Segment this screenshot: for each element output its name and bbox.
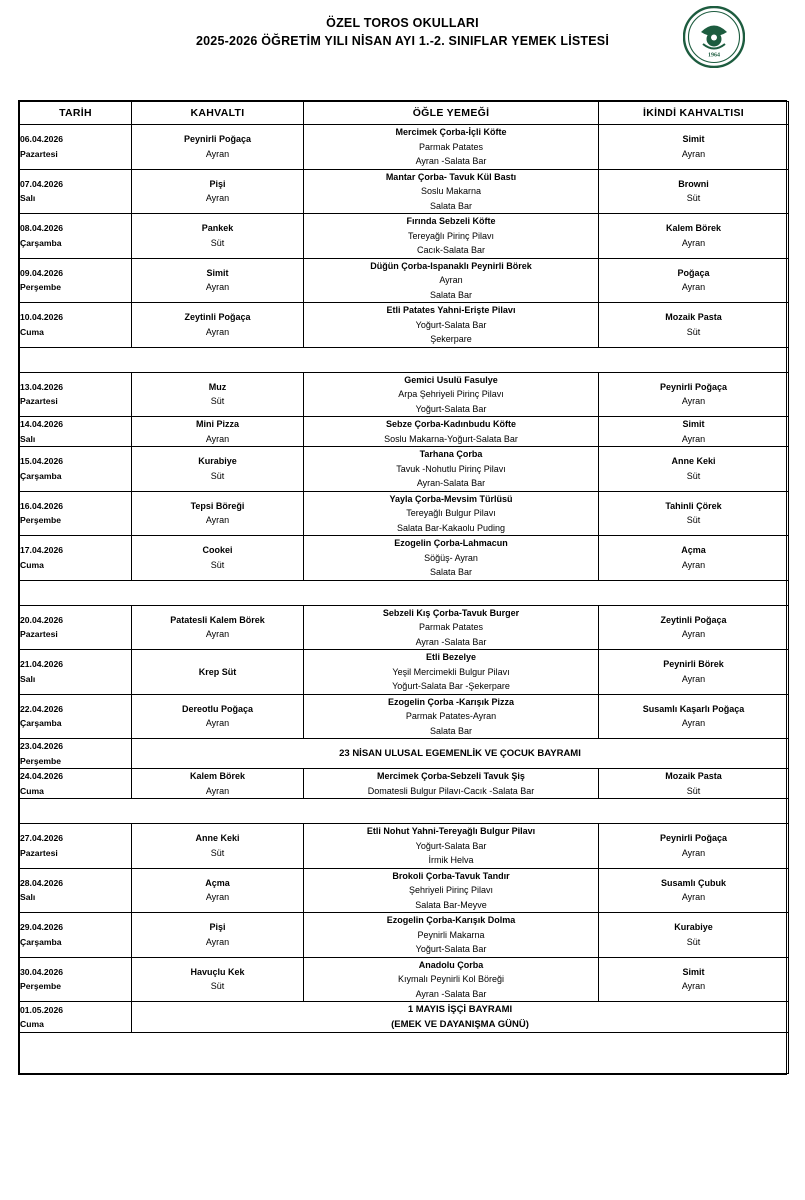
date-line: 29.04.2026 [20,922,64,933]
date-line: 07.04.2026 [20,178,64,189]
cell-lunch [304,125,599,170]
date-line: Perşembe [20,282,62,293]
cell-breakfast [132,824,304,869]
table-spacer-row [20,799,789,824]
menu-item: Etli Patates Yahni-Erişte Pilavı [386,305,516,315]
date-line: Pazartesi [20,847,58,858]
column-header-snack: İKİNDİ KAHVALTISI [599,102,789,125]
menu-item: Şehriyeli Pirinç Pilavı [408,885,494,895]
cell-snack [599,169,789,214]
date-line: 13.04.2026 [20,381,64,392]
menu-item: Dereotlu Poğaça [181,703,254,714]
menu-item: Etli Bezelye [425,652,477,662]
table-row [20,536,789,581]
menu-item: Ayran-Salata Bar [416,478,486,488]
cell-breakfast [132,258,304,303]
menu-item: Muz [208,381,227,392]
menu-item: Süt [686,515,701,526]
menu-item: Anne Keki [195,833,240,844]
menu-item: Simit [682,966,705,977]
cell-snack [599,303,789,348]
menu-item: Zeytinli Poğaça [660,614,727,625]
menu-table-container [18,100,787,1075]
menu-item: Mozaik Pasta [665,312,722,323]
menu-item: Havuçlu Kek [190,966,245,977]
date-line: Cuma [20,559,44,570]
cell-lunch [304,258,599,303]
menu-item: Peynirli Börek [663,659,724,670]
menu-item: Yeşil Mercimekli Bulgur Pilavı [392,666,510,677]
menu-item: Tereyağlı Bulgur Pilavı [406,508,496,518]
menu-item: Ayran [205,282,230,293]
menu-item: Ayran [205,433,230,444]
menu-item: Domatesli Bulgur Pilavı-Cacık -Salata Bar [367,785,535,796]
cell-snack [599,650,789,695]
menu-item: Süt [210,847,225,858]
cell-lunch [304,824,599,869]
menu-item: Ayran [681,718,706,729]
menu-item: Salata Bar [429,200,473,211]
menu-item: Gemici Usulü Fasulye [404,374,498,385]
menu-item: Salata Bar-Meyve [415,899,487,910]
menu-item: Süt [686,470,701,481]
tail-cell [20,1033,789,1074]
menu-item: Simit [206,267,229,278]
date-line: 09.04.2026 [20,267,64,278]
date-line: Salı [20,673,36,684]
menu-item: Salata Bar [429,567,473,577]
menu-item: Süt [686,936,701,947]
cell-date [20,258,132,303]
date-line: Cuma [20,785,44,796]
menu-item: Ezogelin Çorba-Karışık Dolma [386,915,516,925]
menu-item: Peynirli Poğaça [659,833,728,844]
menu-item: Ezogelin Çorba-Lahmacun [394,538,508,548]
date-line: 17.04.2026 [20,545,64,556]
date-line: Salı [20,892,36,903]
menu-table [19,101,789,1074]
menu-item: Susamlı Çubuk [660,877,726,888]
table-row [20,913,789,958]
cell-snack [599,491,789,536]
table-row [20,125,789,170]
menu-item: Peynirli Poğaça [659,381,728,392]
menu-item: Mercimek Çorba-İçli Köfte [395,127,507,137]
menu-item: Ayran [681,433,706,444]
menu-item: Yoğurt-Salata Bar [415,840,487,851]
menu-item: Ayran [205,785,230,796]
menu-item: Poğaça [677,267,710,278]
date-line: Çarşamba [20,936,62,947]
cell-snack [599,417,789,447]
menu-item: Pişi [209,178,226,189]
menu-item: Süt [210,237,225,248]
cell-lunch [304,417,599,447]
cell-snack [599,536,789,581]
school-name: ÖZEL TOROS OKULLARI [326,16,479,30]
menu-item: Anadolu Çorba [418,959,484,970]
menu-item: Patatesli Kalem Börek [170,614,265,625]
menu-item: Susamlı Kaşarlı Poğaça [642,703,745,714]
cell-breakfast [132,650,304,695]
column-header-lunch: ÖĞLE YEMEĞİ [304,102,599,125]
menu-item: Pankek [201,223,234,234]
menu-item: Ayran [681,237,706,248]
menu-item: Etli Nohut Yahni-Tereyağlı Bulgur Pilavı [366,826,536,836]
cell-date [20,214,132,259]
cell-date [20,913,132,958]
cell-snack [599,372,789,417]
menu-item: Zeytinli Poğaça [184,312,251,323]
menu-item: Süt [210,981,225,992]
menu-item: Ayran [439,275,463,285]
date-line: Cuma [20,1019,44,1029]
menu-item: Tavuk -Nohutlu Pirinç Pilavı [396,463,506,474]
table-row [20,650,789,695]
table-row [20,491,789,536]
date-line: 22.04.2026 [20,703,64,714]
cell-breakfast [132,417,304,447]
menu-item: Ayran [205,629,230,640]
cell-breakfast [132,491,304,536]
date-line: Çarşamba [20,470,62,481]
spacer-cell [20,799,789,824]
cell-date [20,957,132,1002]
cell-date [20,125,132,170]
menu-item: Kurabiye [198,456,237,467]
table-row [20,605,789,650]
table-row [20,769,789,799]
menu-item: Tarhana Çorba [419,449,483,459]
date-line: 10.04.2026 [20,312,64,323]
table-row [20,824,789,869]
menu-item: Ayran [205,193,230,204]
cell-snack [599,214,789,259]
menu-item: Ayran [681,981,706,992]
menu-item: Şekerpare [430,334,472,344]
menu-item: Tahinli Çörek [665,500,722,511]
table-row [20,739,789,769]
cell-snack [599,258,789,303]
menu-item: Açma [205,877,230,888]
cell-lunch [304,447,599,492]
cell-breakfast [132,536,304,581]
menu-item: Soslu Makarna [420,186,482,196]
menu-item: Ayran [681,282,706,293]
menu-item: Ayran [205,515,230,526]
cell-lunch [304,605,599,650]
menu-item: Süt [686,326,701,337]
cell-breakfast [132,125,304,170]
cell-date [20,868,132,913]
cell-breakfast [132,694,304,739]
menu-item: Ayran [681,847,706,858]
menu-item: Mozaik Pasta [665,771,722,781]
date-line: 23.04.2026 [20,741,64,751]
menu-item: Ayran [681,673,706,684]
table-header-row [20,102,789,125]
cell-breakfast [132,214,304,259]
cell-holiday-notice [132,1002,789,1033]
cell-snack [599,868,789,913]
holiday-line: (EMEK VE DAYANIŞMA GÜNÜ) [391,1019,529,1030]
cell-date [20,650,132,695]
column-header-date: TARİH [20,102,132,125]
table-spacer-row [20,580,789,605]
menu-item: Yoğurt-Salata Bar [415,319,487,330]
cell-breakfast [132,372,304,417]
date-line: 08.04.2026 [20,223,64,234]
table-row [20,372,789,417]
table-row [20,447,789,492]
holiday-line: 1 MAYIS İŞÇİ BAYRAMI [407,1004,513,1015]
menu-item: Parmak Patates-Ayran [405,711,497,721]
date-line: Çarşamba [20,237,62,248]
menu-item: Tereyağlı Pirinç Pilavı [407,230,495,241]
cell-date [20,491,132,536]
date-line: Pazartesi [20,629,58,640]
menu-item: Söğüş- Ayran [424,552,478,563]
cell-date [20,694,132,739]
cell-breakfast [132,447,304,492]
table-tail-row [20,1033,789,1074]
cell-date [20,303,132,348]
menu-item: Krep Süt [198,666,237,677]
menu-item: Ayran [205,892,230,903]
cell-lunch [304,491,599,536]
menu-item: Simit [682,134,705,145]
menu-item: Tepsi Böreği [190,500,245,511]
cell-date [20,417,132,447]
menu-item: Browni [678,178,709,189]
cell-date [20,1002,132,1033]
menu-item: Ayran [681,559,706,570]
menu-item: Ayran [681,629,706,640]
cell-date [20,372,132,417]
cell-snack [599,957,789,1002]
menu-item: Ayran [681,892,706,903]
date-line: Salı [20,193,36,204]
date-line: Pazartesi [20,396,58,407]
cell-date [20,769,132,799]
table-row [20,868,789,913]
cell-holiday-notice [132,739,789,769]
date-line: 01.05.2026 [20,1004,64,1015]
menu-item: Süt [686,193,701,204]
table-row [20,417,789,447]
cell-lunch [304,957,599,1002]
cell-snack [599,913,789,958]
menu-item: Salata Bar [429,289,473,300]
menu-item: Süt [210,396,225,407]
date-line: 28.04.2026 [20,877,64,888]
menu-item: Simit [682,419,705,429]
cell-date [20,605,132,650]
menu-item: Parmak Patates [418,141,484,152]
date-line: 16.04.2026 [20,500,64,511]
menu-item: Sebze Çorba-Kadınbudu Köfte [386,419,516,429]
cell-breakfast [132,957,304,1002]
menu-item: Sebzeli Kış Çorba-Tavuk Burger [382,607,520,618]
document-header [0,0,805,78]
menu-item: Ayran -Salata Bar [415,156,487,166]
menu-item: Açma [681,545,706,556]
cell-snack [599,694,789,739]
menu-item: Yoğurt-Salata Bar [415,944,487,954]
menu-item: Ayran [205,326,230,337]
cell-lunch [304,214,599,259]
menu-item: Süt [210,470,225,481]
date-line: 15.04.2026 [20,456,64,467]
menu-item: Ayran [205,148,230,159]
menu-item: Mini Pizza [195,419,239,429]
menu-item: Ayran [681,396,706,407]
menu-item: Peynirli Poğaça [183,134,252,145]
menu-item: Kalem Börek [665,223,722,234]
menu-item: Cookei [202,545,233,556]
table-row [20,258,789,303]
cell-lunch [304,169,599,214]
menu-item: Süt [210,559,225,570]
menu-item: Ayran -Salata Bar [415,988,487,999]
cell-date [20,824,132,869]
menu-item: Süt [686,785,701,796]
cell-snack [599,605,789,650]
cell-date [20,447,132,492]
cell-snack [599,769,789,799]
table-row [20,957,789,1002]
spacer-cell [20,580,789,605]
menu-table-body [20,125,789,1074]
cell-breakfast [132,769,304,799]
cell-breakfast [132,169,304,214]
cell-breakfast [132,868,304,913]
cell-lunch [304,769,599,799]
date-line: 14.04.2026 [20,419,64,429]
menu-item: Ezogelin Çorba -Karışık Pizza [387,696,515,707]
cell-lunch [304,536,599,581]
menu-item: Parmak Patates [418,622,484,632]
date-line: Perşembe [20,515,62,526]
cell-date [20,739,132,769]
menu-item: Salata Bar [429,725,473,736]
cell-lunch [304,694,599,739]
menu-item: İrmik Helva [428,855,474,865]
menu-item: Cacık-Salata Bar [416,245,486,255]
table-row [20,169,789,214]
document-title: 2025-2026 ÖĞRETİM YILI NİSAN AYI 1.-2. SINIFLAR YEMEK LİSTESİ [195,34,609,48]
date-line: 20.04.2026 [20,614,64,625]
menu-item: Ayran [205,718,230,729]
date-line: 30.04.2026 [20,966,64,977]
table-row [20,303,789,348]
svg-text:1964: 1964 [708,52,720,59]
menu-item: Ayran [681,148,706,159]
cell-snack [599,447,789,492]
date-line: 06.04.2026 [20,134,64,145]
table-row [20,1002,789,1033]
menu-item: Yoğurt-Salata Bar [415,403,487,414]
date-line: Salı [20,433,36,444]
cell-breakfast [132,913,304,958]
spacer-cell [20,347,789,372]
date-line: 24.04.2026 [20,771,64,781]
cell-snack [599,824,789,869]
cell-lunch [304,303,599,348]
date-line: Çarşamba [20,718,62,729]
menu-item: Ayran [205,936,230,947]
menu-item: Peynirli Makarna [417,929,485,940]
column-header-breakfast: KAHVALTI [132,102,304,125]
table-row [20,694,789,739]
date-line: Perşembe [20,981,62,992]
menu-item: Anne Keki [671,456,716,467]
table-spacer-row [20,347,789,372]
school-logo [683,6,745,68]
cell-lunch [304,372,599,417]
menu-item: Fırında Sebzeli Köfte [406,216,496,226]
menu-item: Kalem Börek [189,771,246,781]
table-row [20,214,789,259]
cell-lunch [304,868,599,913]
menu-item: Yoğurt-Salata Bar -Şekerpare [392,681,510,691]
menu-item: Kıymalı Peynirli Kol Böreği [397,974,505,984]
menu-item: Pişi [209,922,226,933]
date-line: Cuma [20,326,44,337]
cell-breakfast [132,605,304,650]
cell-date [20,169,132,214]
menu-item: Mantar Çorba- Tavuk Kül Bastı [385,171,517,182]
cell-date [20,536,132,581]
date-line: Pazartesi [20,148,58,159]
date-line: 27.04.2026 [20,833,64,844]
menu-item: Yayla Çorba-Mevsim Türlüsü [389,493,513,504]
cell-snack [599,125,789,170]
menu-item: Brokoli Çorba-Tavuk Tandır [392,870,510,881]
cell-breakfast [132,303,304,348]
cell-lunch [304,650,599,695]
menu-item: Düğün Çorba-Ispanaklı Peynirli Börek [370,260,532,271]
menu-item: Mercimek Çorba-Sebzeli Tavuk Şiş [377,771,525,781]
menu-item: Soslu Makarna-Yoğurt-Salata Bar [384,433,518,444]
menu-item: Kurabiye [674,922,713,933]
menu-item: Salata Bar-Kakaolu Puding [396,522,506,533]
date-line: Perşembe [20,755,62,766]
menu-item: Arpa Şehriyeli Pirinç Pilavı [398,389,504,399]
menu-item: Ayran -Salata Bar [415,636,487,647]
holiday-line: 23 NİSAN ULUSAL EGEMENLİK VE ÇOCUK BAYRAMI [339,748,581,759]
cell-lunch [304,913,599,958]
date-line: 21.04.2026 [20,659,64,670]
